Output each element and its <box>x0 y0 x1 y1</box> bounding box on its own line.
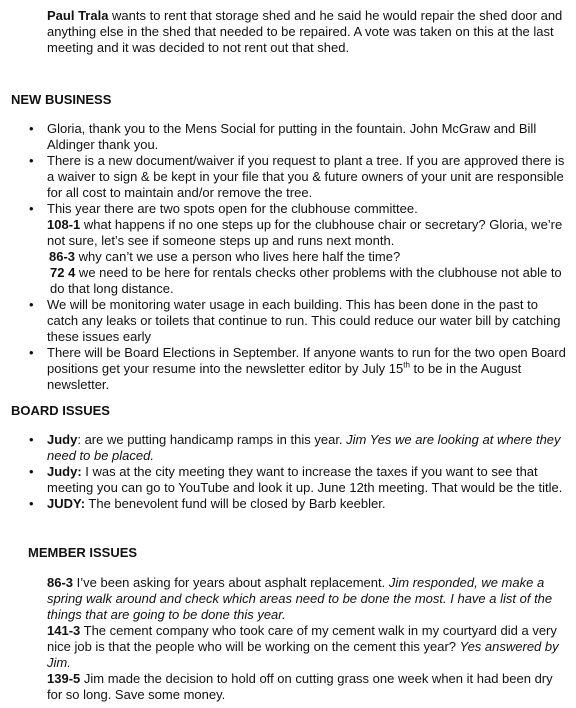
sub-entry-text: why can’t we use a person who lives here half the time? <box>75 249 401 264</box>
unit-number: 86-3 <box>47 575 74 590</box>
unit-number: 72 4 <box>50 265 76 280</box>
bullet-icon: • <box>29 432 34 447</box>
list-item-text: Gloria, thank you to the Mens Social for putting in the fountain. John McGraw and Bill Aldinger thank you. <box>47 121 537 152</box>
list-item-text: : are we putting handicamp ramps in this year. <box>77 432 347 447</box>
member-issues-block <box>47 575 567 703</box>
board-issues-heading: BOARD ISSUES <box>11 403 110 418</box>
member-entry-text: I’ve been asking for years about asphalt replacement. <box>73 575 389 590</box>
intro-name: Paul Trala <box>47 8 109 23</box>
member-entry-text: Jim made the decision to hold off on cutting grass one week when it had been dry for so long. Save some money. <box>47 671 553 702</box>
unit-number: 86-3 <box>49 249 76 264</box>
list-item-text: There is a new document/waiver if you request to plant a tree. If you are approved there is a waiver to sign & be kept in your file that you & future owners of your unit are responsible for all cost to maintain and/or remove the tree. <box>47 153 565 200</box>
list-item <box>0 297 576 345</box>
bullet-icon: • <box>29 153 34 168</box>
list-item <box>0 345 576 393</box>
sub-entry-text: we need to be here for rentals checks other problems with the clubhouse not able to do that long distance. <box>50 265 562 296</box>
list-item-text: The benevolent fund will be closed by Barb keebler. <box>85 496 386 511</box>
member-entry <box>47 671 567 703</box>
ordinal-suffix: th <box>403 360 410 370</box>
bullet-icon: • <box>29 297 34 312</box>
list-item <box>0 432 576 464</box>
member-issues-heading: MEMBER ISSUES <box>28 545 138 560</box>
list-item <box>0 496 576 512</box>
list-item-text: I was at the city meeting they want to increase the taxes if you want to see that meeting you can go to YouTube and look it up. June 12th meeting. That would be the title. <box>47 464 563 495</box>
member-entry <box>47 623 567 671</box>
list-item-text-cont: to be in the August newsletter. <box>47 361 522 392</box>
unit-number: 139-5 <box>47 671 81 686</box>
bullet-icon: • <box>29 121 34 136</box>
member-entry-text: The cement company who took care of my cement walk in my courtyard did a very nice job is that the people who will be working on the cement this year? <box>47 623 557 654</box>
speaker-name: JUDY: <box>47 496 86 511</box>
speaker-name: Judy <box>47 432 78 447</box>
list-item <box>0 121 576 153</box>
unit-number: 108-1 <box>47 217 81 232</box>
intro-paragraph <box>47 8 567 56</box>
sub-entry <box>47 249 568 265</box>
sub-entry <box>47 265 568 297</box>
sub-entry <box>47 217 568 249</box>
new-business-heading: NEW BUSINESS <box>11 92 112 107</box>
bullet-icon: • <box>29 345 34 360</box>
response-text: Yes answered by Jim. <box>47 639 559 670</box>
sub-entry-text: what happens if no one steps up for the clubhouse chair or secretary? Gloria, we’re not sure, let’s see if someone steps up and runs next month. <box>47 217 563 248</box>
list-item-text: This year there are two spots open for the clubhouse committee. <box>47 201 418 216</box>
list-item-text: There will be Board Elections in September. If anyone wants to run for the two open Board positions get your resume into the newsletter editor by July 15 <box>47 345 566 376</box>
response-text: Jim responded, we make a spring walk around and check which areas need to be done the most. I have a list of the things that are going to be done this year. <box>47 575 553 622</box>
bullet-icon: • <box>29 464 34 479</box>
board-issues-list <box>0 432 576 512</box>
list-item <box>0 201 576 297</box>
speaker-name: Judy: <box>47 464 82 479</box>
member-entry <box>47 575 567 623</box>
new-business-list <box>0 121 576 393</box>
list-item <box>0 464 576 496</box>
response-text: Jim Yes we are looking at where they need to be placed. <box>47 432 561 463</box>
list-item-text: We will be monitoring water usage in each building. This has been done in the past to catch any leaks or toilets that continue to run. This could reduce our water bill by catching these issues early <box>47 297 561 344</box>
unit-number: 141-3 <box>47 623 81 638</box>
bullet-icon: • <box>29 496 34 511</box>
bullet-icon: • <box>29 201 34 216</box>
intro-text: wants to rent that storage shed and he said he would repair the shed door and anything else in the shed that needed to be repaired. A vote was taken on this at the last meeting and it was decided to not rent out that shed. <box>47 8 563 55</box>
list-item <box>0 153 576 201</box>
